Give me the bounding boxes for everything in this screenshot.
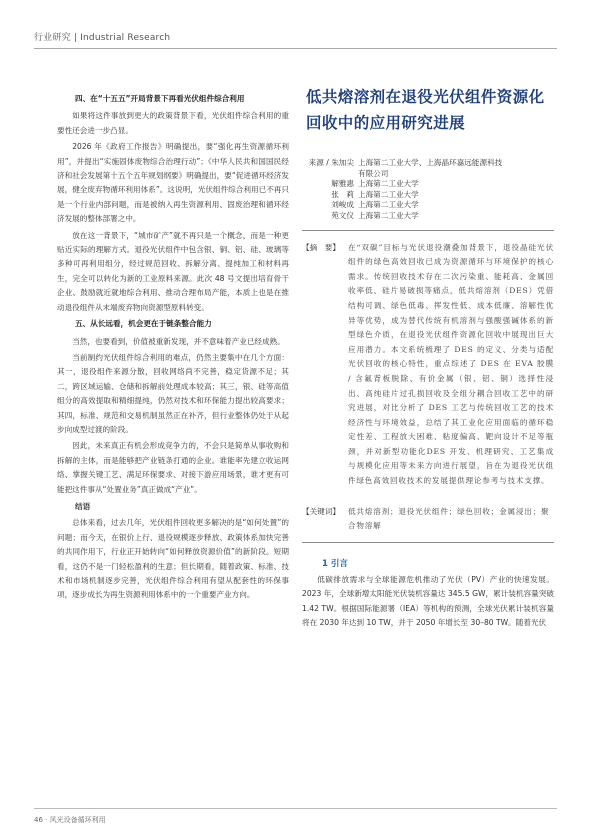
conclusion-paragraph: 总体来看，过去几年，光伏组件回收更多解决的是“如何处置”的问题；而今天，在银价上行、退役规模逐步释放、政策体系加快完善的共同作用下，行业正开始转向“如何释放资源价值”的新阶段。短期看，这仍不是一门轻松盈利的生意；但长期看，随着政策、标准、技术和市场机制逐步完善，光伏组件综合利用有望从配套性的环保事项，逐步成长为再生资源利用体系中的一个重要产业方向。 xyxy=(57,518,289,600)
section-5-paragraph: 因此，未来真正有机会形成竞争力的，不会只是简单从事收购和拆解的主体，而是能够把产业链条打通的企业。谁能率先建立收运网络、掌握关键工艺、满足环保要求、对接下游应用场景，谁才更有可能把这件事从“处置业务”真正做成“产业”。 xyxy=(57,441,289,494)
author-name: 解雅惠 xyxy=(331,179,354,189)
author-affiliation: 有限公司 xyxy=(358,168,389,178)
page-footer: 46 · 风光设备循环利用 xyxy=(34,816,106,824)
author-row xyxy=(302,190,554,201)
keywords-text: 低共熔溶剂；退役光伏组件；绿色回收；金属浸出；聚合物溶解 xyxy=(348,506,550,531)
author-affiliation: 上海第二工业大学 xyxy=(358,189,419,199)
author-row xyxy=(302,169,554,180)
author-affiliation: 上海第二工业大学、上海晶环嘉远能源科技 xyxy=(358,158,503,167)
author-name: 苑文仪 xyxy=(331,210,354,220)
author-list xyxy=(302,158,554,222)
abstract-block xyxy=(302,241,554,489)
author-name: 刘峻成 xyxy=(331,200,354,210)
author-row xyxy=(302,158,554,169)
section-4-paragraph: 如果将这件事放到更大的政策背景下看，光伏组件综合利用的重要性还会进一步凸显。 xyxy=(57,111,289,135)
keywords-bottom-divider xyxy=(302,542,554,543)
abstract-label: 【摘 要】 xyxy=(302,242,340,252)
author-affiliation: 上海第二工业大学 xyxy=(358,210,419,220)
section-5-paragraph: 当然，也要看到，价值被重新发现，并不意味着产业已经成熟。 xyxy=(72,336,285,346)
author-name xyxy=(302,169,354,180)
section-5-paragraph: 当前制约光伏组件综合利用的难点，仍然主要集中在几个方面：其一，退役组件来源分散，回收网络尚不完善，稳定货源不足；其二，跨区域运输、仓储和拆解前处理成本较高；其三，银、硅等高值组分的高效提取和精细提纯，仍然对技术和环保能力提出较高要求；其四，标准、规范和交易机制虽然正在补齐，但行业整体仍处于从起步向成型过渡的阶段。 xyxy=(57,352,289,434)
abstract-top-divider xyxy=(302,230,554,231)
left-column xyxy=(57,92,289,603)
author-row xyxy=(302,179,554,190)
header-divider xyxy=(34,48,557,49)
author-row xyxy=(302,200,554,211)
author-affiliation: 上海第二工业大学 xyxy=(358,200,419,210)
conclusion-heading: 结语 xyxy=(75,501,91,511)
keywords-label: 【关键词】 xyxy=(302,506,340,516)
section-4-paragraph: 2026 年《政府工作报告》明确提出，要“强化再生资源循环利用”，并提出“实施固体废物综合治理行动”；《中华人民共和国国民经济和社会发展第十五个五年规划纲要》明确提出，要“促进循环经济发展，健全废弃物循环利用体系”。这说明，光伏组件综合利用已不再只是一个行业内部问题，而是被纳入再生资源利用、固废治理和循环经济发展的整体部署之中。 xyxy=(57,142,289,224)
author-affiliation: 上海第二工业大学 xyxy=(358,179,419,189)
introduction-heading: 1 引言 xyxy=(322,558,348,569)
author-name: 张 莉 xyxy=(331,189,354,199)
article-title: 低共熔溶剂在退役光伏组件资源化回收中的应用研究进展 xyxy=(306,88,545,132)
introduction-section xyxy=(302,573,554,631)
source-label: 来源 / 朱加尖 xyxy=(308,158,354,167)
section-4-paragraph: 放在这一背景下，“城市矿产”就不再只是一个概念，而是一种更贴近实际的理解方式。退役光伏组件中包含银、铜、铝、硅、玻璃等多种可再利用组分，经过规范回收、拆解分离、提纯加工和材料再生，完全可以转化为新的工业原料来源。此次 48 号文提出培育骨干企业、鼓励就近就地综合利用、推动合理布局产能，本质上也是在推动退役组件从末端废弃物向资源型原料转变。 xyxy=(57,230,289,312)
footer-divider xyxy=(34,808,557,809)
keywords-block xyxy=(302,505,554,534)
abstract-text: 在“双碳”目标与光伏退役潮叠加背景下，退役晶硅光伏组件的绿色高效回收已成为资源循环与环境保护的核心需求。传统回收技术存在二次污染重、能耗高、金属回收率低、硅片易破损等痛点，低共熔溶剂（DES）凭借结构可调、绿色低毒、挥发性低、成本低廉、溶解性优异等优势，成为替代传统有机溶剂与强酸强碱体系的新型绿色介质，在退役光伏组件资源化回收中展现出巨大应用潜力。本文系统梳理了 DES 的定义、分类与适配光伏回收的核心特性，重点综述了 DES 在 EVA 胶膜 / 含氟背板脱除、有价金属（银、铝、铜）选择性浸出、高纯硅片过孔损回收及全组分耦合回收工艺中的研究进展，对比分析了 DES 工艺与传统回收工艺的技术经济性与环境效益，总结了其工业化应用面临的循环稳定性差、工程放大困难、粘度偏高、靶向设计不足等瓶颈，并对新型功能化DES 开发、机理研究、工艺集成与规模化应用等未来方向进行展望，旨在为退役光伏组件绿色高效回收技术的发展提供理论参考与技术支撑。 xyxy=(348,242,554,486)
page-header: 行业研究 | Industrial Research xyxy=(34,33,171,43)
author-row xyxy=(302,211,554,222)
section-4-heading: 四、在“十五五”开局背景下再看光伏组件综合利用 xyxy=(75,94,245,103)
section-5-heading: 五、从长远看，机会更在于链条整合能力 xyxy=(75,319,212,329)
right-column xyxy=(302,84,554,630)
introduction-paragraph: 低碳排放需求与全球能源危机推动了光伏（PV）产业的快速发展。2023 年，全球新增太阳能光伏装机容量达 345.5 GW，累计装机容量突破 1.42 TW。根据国际能源署（IEA）等机构的预测，全球光伏累计装机容量将在 2030 年达到 10 TW，并于 2050 年增长至 30–80 TW。随着光伏 xyxy=(302,574,554,628)
